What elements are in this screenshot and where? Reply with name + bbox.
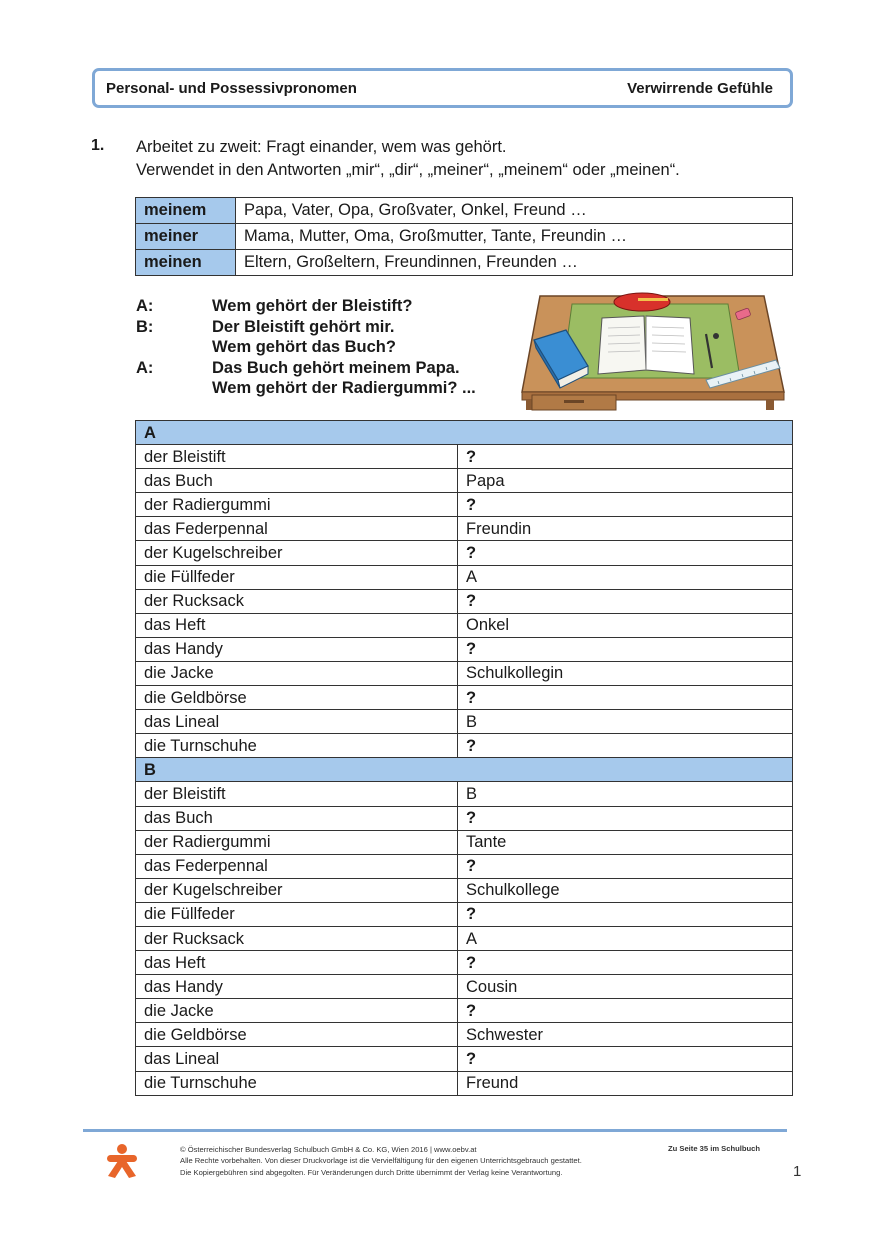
- owner-cell: Schulkollege: [458, 878, 793, 902]
- publisher-logo: [104, 1143, 140, 1179]
- ownership-table: [135, 420, 793, 1096]
- table-row: [136, 902, 793, 926]
- table-row: [136, 686, 793, 710]
- owner-cell: ?: [458, 854, 793, 878]
- item-cell: der Kugelschreiber: [136, 878, 458, 902]
- owner-cell: ?: [458, 1047, 793, 1071]
- table-row: [136, 830, 793, 854]
- item-cell: der Radiergummi: [136, 830, 458, 854]
- task-instructions: [136, 136, 680, 182]
- copyright-notice: [180, 1144, 582, 1178]
- table-row: [136, 469, 793, 493]
- table-row: [136, 1071, 793, 1095]
- item-cell: der Rucksack: [136, 926, 458, 950]
- owner-cell: Freund: [458, 1071, 793, 1095]
- table-row: [136, 734, 793, 758]
- pronoun-value: Papa, Vater, Opa, Großvater, Onkel, Freund …: [236, 198, 793, 224]
- item-cell: das Federpennal: [136, 854, 458, 878]
- table-row: [136, 565, 793, 589]
- owner-cell: ?: [458, 999, 793, 1023]
- item-cell: das Handy: [136, 975, 458, 999]
- copyright-line-2: Alle Rechte vorbehalten. Von dieser Druckvorlage ist die Vervielfältigung für den eigenen Unterrichtsgebrauch gestattet.: [180, 1156, 582, 1166]
- item-cell: das Buch: [136, 469, 458, 493]
- page-number: 1: [793, 1163, 802, 1180]
- item-cell: die Jacke: [136, 999, 458, 1023]
- table-row: [136, 854, 793, 878]
- table-row: [136, 661, 793, 685]
- table-row: [136, 975, 793, 999]
- pronoun-value: Mama, Mutter, Oma, Großmutter, Tante, Freundin …: [236, 224, 793, 250]
- table-row: [136, 710, 793, 734]
- item-cell: das Heft: [136, 951, 458, 975]
- owner-cell: ?: [458, 951, 793, 975]
- dialog-text: Der Bleistift gehört mir.: [212, 317, 395, 336]
- item-cell: die Geldbörse: [136, 1023, 458, 1047]
- item-cell: das Buch: [136, 806, 458, 830]
- header-title: Verwirrende Gefühle: [627, 79, 773, 97]
- dialog-speaker: [136, 378, 212, 399]
- dialog-speaker: A:: [136, 358, 154, 377]
- dialog-text: Wem gehört der Radiergummi? ...: [212, 379, 476, 397]
- item-cell: das Heft: [136, 613, 458, 637]
- owner-cell: Freundin: [458, 517, 793, 541]
- owner-cell: ?: [458, 637, 793, 661]
- item-cell: die Turnschuhe: [136, 1071, 458, 1095]
- dialog-line: [136, 378, 476, 399]
- section-header-row: [136, 758, 793, 782]
- copyright-line-3: Die Kopiergebühren sind abgegolten. Für Veränderungen durch Dritte übernimmt der Verlag keine Verantwortung.: [180, 1167, 563, 1177]
- desk-illustration: [518, 288, 788, 412]
- owner-cell: ?: [458, 445, 793, 469]
- table-row: [136, 951, 793, 975]
- table-row: [136, 541, 793, 565]
- pronoun-key: meinem: [136, 198, 236, 224]
- example-dialog: [136, 296, 476, 399]
- owner-cell: A: [458, 926, 793, 950]
- item-cell: die Füllfeder: [136, 902, 458, 926]
- owner-cell: ?: [458, 902, 793, 926]
- item-cell: der Kugelschreiber: [136, 541, 458, 565]
- table-row: [136, 613, 793, 637]
- owner-cell: B: [458, 710, 793, 734]
- owner-cell: Papa: [458, 469, 793, 493]
- table-row: [136, 782, 793, 806]
- owner-cell: Tante: [458, 830, 793, 854]
- owner-cell: ?: [458, 493, 793, 517]
- dialog-text: Das Buch gehört meinem Papa.: [212, 358, 460, 377]
- owner-cell: Schulkollegin: [458, 661, 793, 685]
- dialog-speaker: [136, 337, 212, 358]
- item-cell: der Rucksack: [136, 589, 458, 613]
- table-row: [136, 999, 793, 1023]
- pronoun-row: [136, 198, 793, 224]
- table-row: [136, 806, 793, 830]
- pronoun-key: meiner: [136, 224, 236, 250]
- owner-cell: Onkel: [458, 613, 793, 637]
- owner-cell: Schwester: [458, 1023, 793, 1047]
- table-row: [136, 589, 793, 613]
- item-cell: das Federpennal: [136, 517, 458, 541]
- owner-cell: ?: [458, 589, 793, 613]
- table-row: [136, 637, 793, 661]
- owner-cell: ?: [458, 806, 793, 830]
- schoolbook-reference: Zu Seite 35 im Schulbuch: [668, 1144, 760, 1153]
- task-line-2: Verwendet in den Antworten „mir“, „dir“, „meiner“, „meinem“ oder „meinen“.: [136, 161, 680, 179]
- owner-cell: B: [458, 782, 793, 806]
- dialog-line: [136, 337, 476, 358]
- item-cell: der Bleistift: [136, 782, 458, 806]
- item-cell: die Turnschuhe: [136, 734, 458, 758]
- pronoun-row: [136, 250, 793, 276]
- item-cell: die Geldbörse: [136, 686, 458, 710]
- table-row: [136, 517, 793, 541]
- dialog-line: [136, 317, 476, 338]
- item-cell: das Lineal: [136, 1047, 458, 1071]
- footer-divider: [83, 1129, 787, 1132]
- owner-cell: A: [458, 565, 793, 589]
- pronoun-row: [136, 224, 793, 250]
- dialog-text: Wem gehört das Buch?: [212, 338, 396, 356]
- section-label: A: [136, 421, 793, 445]
- table-row: [136, 926, 793, 950]
- pronoun-value: Eltern, Großeltern, Freundinnen, Freunden …: [236, 250, 793, 276]
- worksheet-header: [92, 68, 793, 108]
- table-row: [136, 493, 793, 517]
- owner-cell: ?: [458, 734, 793, 758]
- header-topic: Personal- und Possessivpronomen: [106, 79, 357, 97]
- item-cell: das Lineal: [136, 710, 458, 734]
- table-row: [136, 878, 793, 902]
- pronoun-table: [135, 197, 793, 276]
- owner-cell: Cousin: [458, 975, 793, 999]
- item-cell: die Füllfeder: [136, 565, 458, 589]
- section-header-row: [136, 421, 793, 445]
- dialog-speaker: B:: [136, 317, 154, 336]
- dialog-text: Wem gehört der Bleistift?: [212, 297, 413, 315]
- task-line-1: Arbeitet zu zweit: Fragt einander, wem was gehört.: [136, 138, 507, 156]
- copyright-line-1: © Österreichischer Bundesverlag Schulbuch GmbH & Co. KG, Wien 2016 | www.oebv.at: [180, 1145, 477, 1154]
- task-number: 1.: [91, 137, 105, 154]
- item-cell: der Bleistift: [136, 445, 458, 469]
- owner-cell: ?: [458, 541, 793, 565]
- table-row: [136, 1023, 793, 1047]
- item-cell: das Handy: [136, 637, 458, 661]
- table-row: [136, 445, 793, 469]
- section-label: B: [136, 758, 793, 782]
- item-cell: der Radiergummi: [136, 493, 458, 517]
- table-row: [136, 1047, 793, 1071]
- pronoun-key: meinen: [136, 250, 236, 276]
- item-cell: die Jacke: [136, 661, 458, 685]
- dialog-speaker: A:: [136, 297, 154, 315]
- dialog-line: [136, 358, 476, 379]
- dialog-line: [136, 296, 476, 317]
- owner-cell: ?: [458, 686, 793, 710]
